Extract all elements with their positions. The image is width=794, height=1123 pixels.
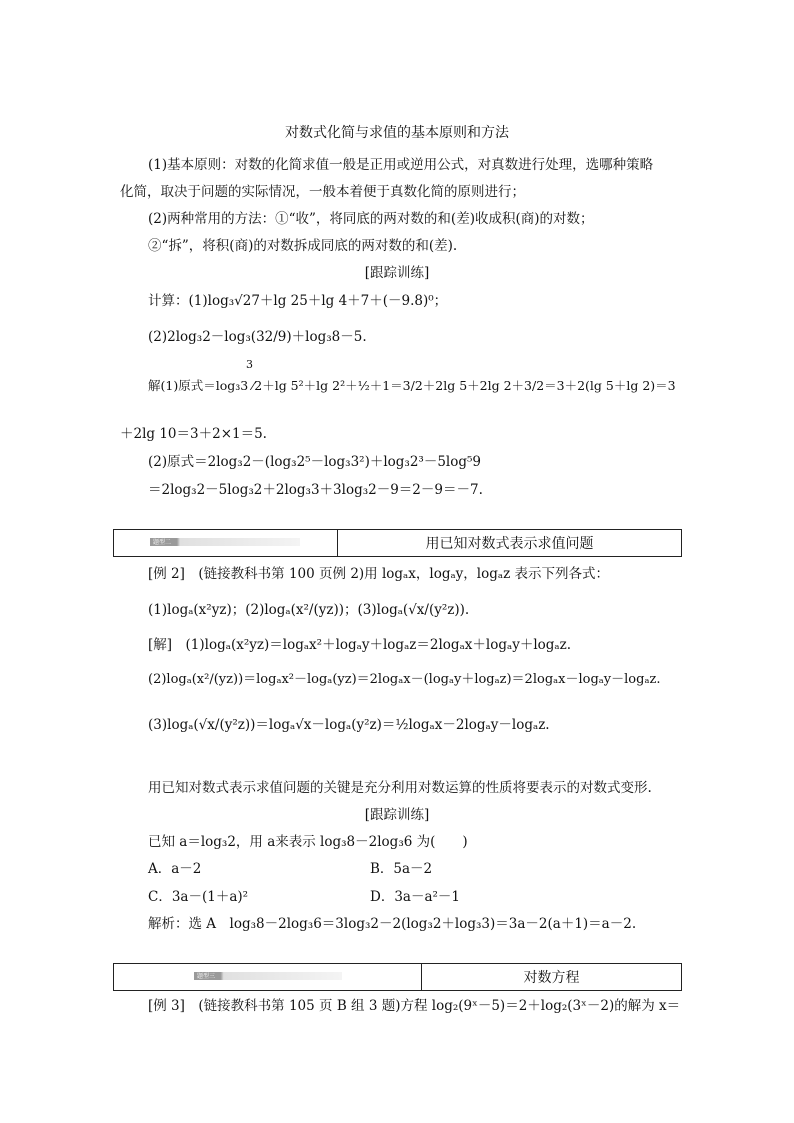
example-2-parts: (1)logₐ(x²yz)；(2)logₐ(x²/(yz))；(3)logₐ(√x/(y²z)). bbox=[148, 602, 470, 618]
option-d: D．3a－a²－1 bbox=[370, 889, 461, 905]
principle-1-line-2: 化简，取决于问题的实际情况，一般本着便于真数化简的原则进行； bbox=[120, 184, 525, 200]
track1-question-2: (2)2log₃2－log₃(32/9)＋log₃8－5. bbox=[148, 329, 367, 345]
track-heading-2: [跟踪训练] bbox=[364, 807, 430, 823]
solution-1-line-1: 解(1)原式＝log₃3 ⁄2＋lg 5²＋lg 2²＋½＋1＝3/2＋2lg 5＋2lg 2＋3/2＝3＋2(lg 5＋lg 2)＝3 bbox=[148, 378, 676, 393]
solution-2-line-1: (2)原式＝2log₃2－(log₃2⁵－log₃3²)＋log₃2³－5log⁵9 bbox=[148, 454, 482, 470]
solution-1-line-2: ＋2lg 10＝3＋2×1＝5. bbox=[120, 426, 267, 442]
option-b: B．5a－2 bbox=[370, 861, 433, 877]
example-2-solution-2: (2)logₐ(x²/(yz))＝logₐx²－logₐ(yz)＝2logₐx－(logₐy＋logₐz)＝2logₐx－logₐy－logₐz. bbox=[148, 672, 661, 687]
topic-2-tag: 题型二 bbox=[153, 539, 172, 546]
section-title: 对数式化简与求值的基本原则和方法 bbox=[285, 125, 509, 141]
topic-3-tag: 题型三 bbox=[197, 973, 216, 980]
track2-question: 已知 a＝log₃2，用 a来表示 log₃8－2log₃6 为( ) bbox=[148, 834, 468, 850]
track2-analysis: 解析：选 A log₃8－2log₃6＝3log₃2－2(log₃2＋log₃3)＝3a－2(a＋1)＝a－2. bbox=[148, 916, 637, 932]
option-a: A．a－2 bbox=[148, 861, 202, 877]
topic-3-tag-bar bbox=[194, 972, 342, 980]
principle-2-line-2: ②“拆”，将积(商)的对数拆成同底的两对数的和(差). bbox=[148, 238, 458, 254]
topic-2-header bbox=[113, 529, 682, 557]
track-heading-1: [跟踪训练] bbox=[364, 265, 430, 281]
topic-3-title: 对数方程 bbox=[523, 970, 580, 986]
key-point: 用已知对数式表示求值问题的关键是充分利用对数运算的性质将要表示的对数式变形. bbox=[148, 780, 652, 796]
option-c: C．3a－(1＋a)² bbox=[148, 889, 249, 905]
topic-2-tag-bar bbox=[150, 538, 300, 546]
topic-3-header bbox=[113, 963, 682, 991]
solution-2-line-2: ＝2log₃2－5log₃2＋2log₃3＋3log₃2－9＝2－9＝－7. bbox=[148, 482, 483, 498]
solution-fraction-top: 3 bbox=[246, 358, 253, 371]
example-2-stem: [例 2] (链接教科书第 100 页例 2)用 logₐx，logₐy，logₐz 表示下列各式： bbox=[148, 566, 609, 582]
principle-2-line-1: (2)两种常用的方法：①“收”，将同底的两对数的和(差)收成积(商)的对数； bbox=[148, 211, 594, 227]
example-3-stem: [例 3] (链接教科书第 105 页 B 组 3 题)方程 log₂(9ˣ－5)＝2＋log₂(3ˣ－2)的解为 x＝ bbox=[148, 998, 681, 1014]
principle-1-line-1: (1)基本原则：对数的化简求值一般是正用或逆用公式，对真数进行处理，选哪种策略 bbox=[148, 157, 654, 173]
example-2-solution-1: [解] (1)logₐ(x²yz)＝logₐx²＋logₐy＋logₐz＝2logₐx＋logₐy＋logₐz. bbox=[148, 637, 572, 653]
example-2-solution-3: (3)logₐ(√x/(y²z))＝logₐ√x－logₐ(y²z)＝½logₐx－2logₐy－logₐz. bbox=[148, 717, 550, 733]
topic-2-title: 用已知对数式表示求值问题 bbox=[425, 536, 594, 552]
track1-question-1: 计算：(1)log₃√27＋lg 25＋lg 4＋7＋(－9.8)⁰； bbox=[148, 293, 448, 309]
